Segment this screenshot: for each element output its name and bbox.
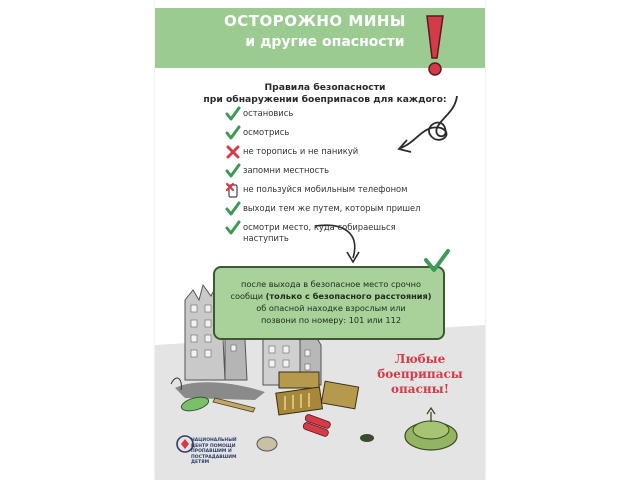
callout-text [223,278,439,326]
callout-line-2-plain: сообщи [230,291,264,301]
rule-text: остановись [243,108,294,118]
callout-line-2-bold: (только с безопасного расстояния) [265,291,432,301]
subtitle-line-2: при обнаружении боеприпасов для каждого: [203,94,447,105]
title-line-2: и другие опасности [245,34,405,50]
callout-line-2 [223,290,439,302]
title-line-1: ОСТОРОЖНО МИНЫ [224,12,406,30]
logo-line-2: ЦЕНТР ПОМОЩИ [191,443,236,449]
callout-line-4: позвони по номеру: 101 или 112 [260,315,402,325]
warning-line-3: опасны! [391,382,449,396]
logo-line-1: НАЦИОНАЛЬНЫЙ [191,438,237,443]
rule-text: осмотри место, куда собираешься наступить [243,222,396,243]
rule-text: запомни местность [243,165,330,175]
poster [155,0,485,480]
logo-line-3: ПРОПАВШИМ И ПОСТРАДАВШИМ ДЕТЯМ [191,449,237,465]
subtitle-line-1: Правила безопасности [264,82,386,93]
report-callout [213,266,445,340]
rule-text: выходи тем же путем, которым пришел [243,203,421,213]
warning-line-2: боеприпасы [377,367,463,381]
rule-text: осмотрись [243,127,290,137]
logo-text [191,438,251,466]
check-icon [423,248,451,274]
rule-text: не торопись и не паникуй [243,146,359,156]
callout-line-1: после выхода в безопасное место срочно [241,279,421,289]
warning-line-1: Любые [394,352,446,366]
ruins-illustration [155,0,485,480]
callout-line-3: об опасной находке взрослым или [256,303,406,313]
rule-text: не пользуйся мобильным телефоном [243,184,408,194]
danger-warning [365,352,475,397]
